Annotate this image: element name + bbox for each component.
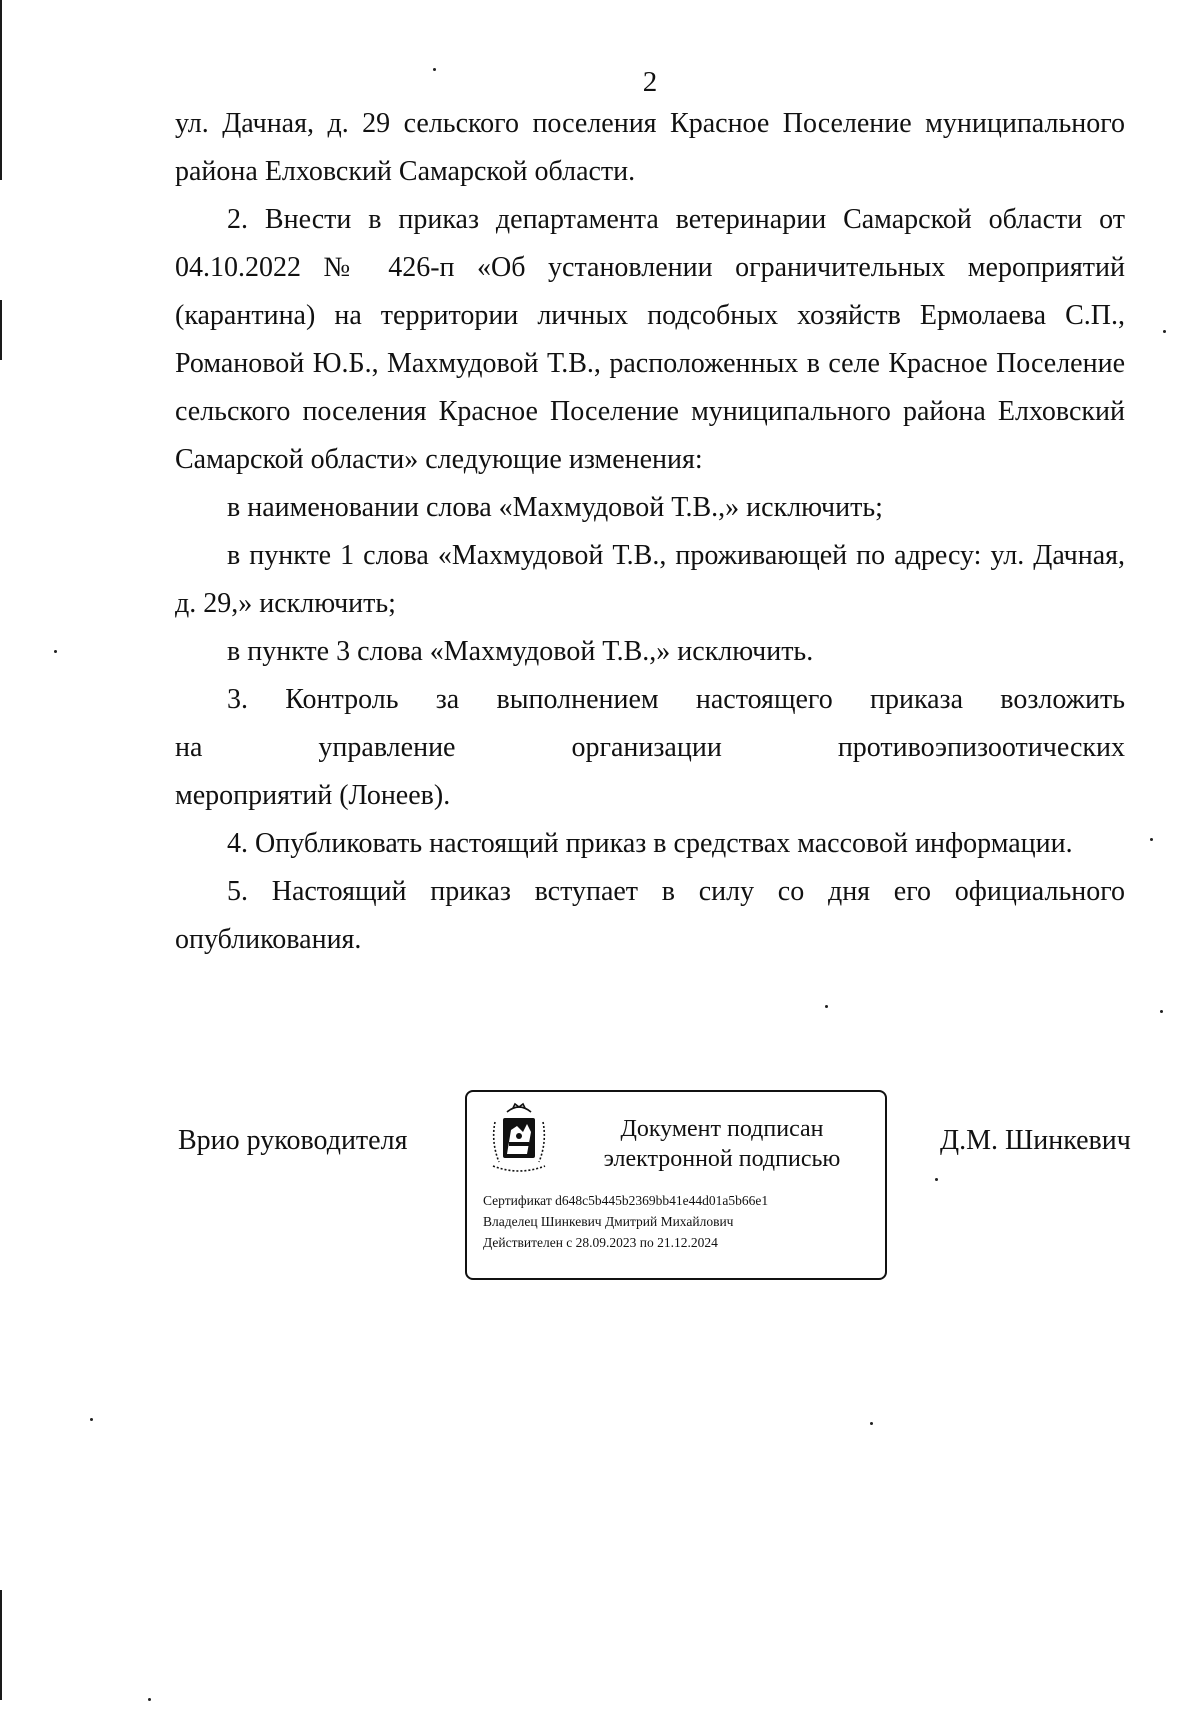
paragraph-2-item-a: в наименовании слова «Махмудовой Т.В.,» исключить; xyxy=(227,492,883,523)
paragraph-1-line-1: ул. Дачная, д. 29 сельского поселения Красное Поселение муниципального xyxy=(175,108,1125,139)
stamp-validity: Действителен с 28.09.2023 по 21.12.2024 xyxy=(483,1235,718,1250)
stamp-certificate-info xyxy=(483,1190,768,1253)
scan-speck xyxy=(1150,838,1153,841)
paragraph-3-word: управление xyxy=(318,732,456,763)
paragraph-3-line-3: мероприятий (Лонеев). xyxy=(175,780,451,811)
stamp-title xyxy=(567,1114,877,1174)
scan-speck xyxy=(870,1422,873,1425)
scan-speck xyxy=(54,650,57,653)
page-number: 2 xyxy=(642,66,658,98)
paragraph-3-line-2 xyxy=(175,724,1125,772)
scan-edge-mark xyxy=(0,300,2,360)
stamp-title-line-2: электронной подписью xyxy=(603,1146,841,1172)
stamp-certificate: Сертификат d648c5b445b2369bb41e44d01a5b66e1 xyxy=(483,1193,769,1208)
paragraph-2: 2. Внести в приказ департамента ветеринарии Самарской области от 04.10.2022 № 426-п «Об установлении ограничительных мероприятий (карантина) на территории личных подсобных хозяйств Ермолаева С.П., Романовой Ю.Б., Махмудовой Т.В., расположенных в селе Красное Поселение сельского поселения Красное Поселение муниципального района Елховский Самарской области» следующие изменения: xyxy=(175,204,1125,475)
electronic-signature-stamp xyxy=(465,1090,887,1280)
order-text xyxy=(175,100,1125,964)
paragraph-2-item-b: в пункте 1 слова «Махмудовой Т.В., проживающей по адресу: ул. Дачная, д. 29,» исключить; xyxy=(175,540,1125,619)
scan-speck xyxy=(1163,330,1166,333)
paragraph-3-line-1: 3. Контроль за выполнением настоящего приказа возложить xyxy=(227,684,1125,715)
scan-speck xyxy=(1160,1010,1163,1013)
coat-of-arms-icon xyxy=(487,1102,551,1176)
stamp-owner: Владелец Шинкевич Дмитрий Михайлович xyxy=(483,1214,734,1229)
paragraph-3-word: противоэпизоотических xyxy=(837,732,1125,763)
paragraph-3-word: на xyxy=(175,732,203,763)
paragraph-2-item-c: в пункте 3 слова «Махмудовой Т.В.,» исключить. xyxy=(227,636,814,667)
paragraph-3-word: организации xyxy=(571,732,722,763)
signatory-name: Д.М. Шинкевич xyxy=(940,1125,1131,1156)
scan-edge-mark xyxy=(0,1590,2,1700)
scan-speck xyxy=(148,1698,151,1701)
paragraph-1-line-2: района Елховский Самарской области. xyxy=(175,156,636,187)
stamp-title-line-1: Документ подписан xyxy=(620,1116,824,1142)
paragraph-4: 4. Опубликовать настоящий приказ в средствах массовой информации. xyxy=(227,828,1073,859)
signature-block xyxy=(175,1090,1131,1290)
scan-speck xyxy=(825,1005,828,1008)
scan-speck xyxy=(90,1418,93,1421)
paragraph-5: 5. Настоящий приказ вступает в силу со дня его официального опубликования. xyxy=(175,876,1125,955)
signatory-position: Врио руководителя xyxy=(178,1125,408,1156)
scan-edge-mark xyxy=(0,0,2,180)
